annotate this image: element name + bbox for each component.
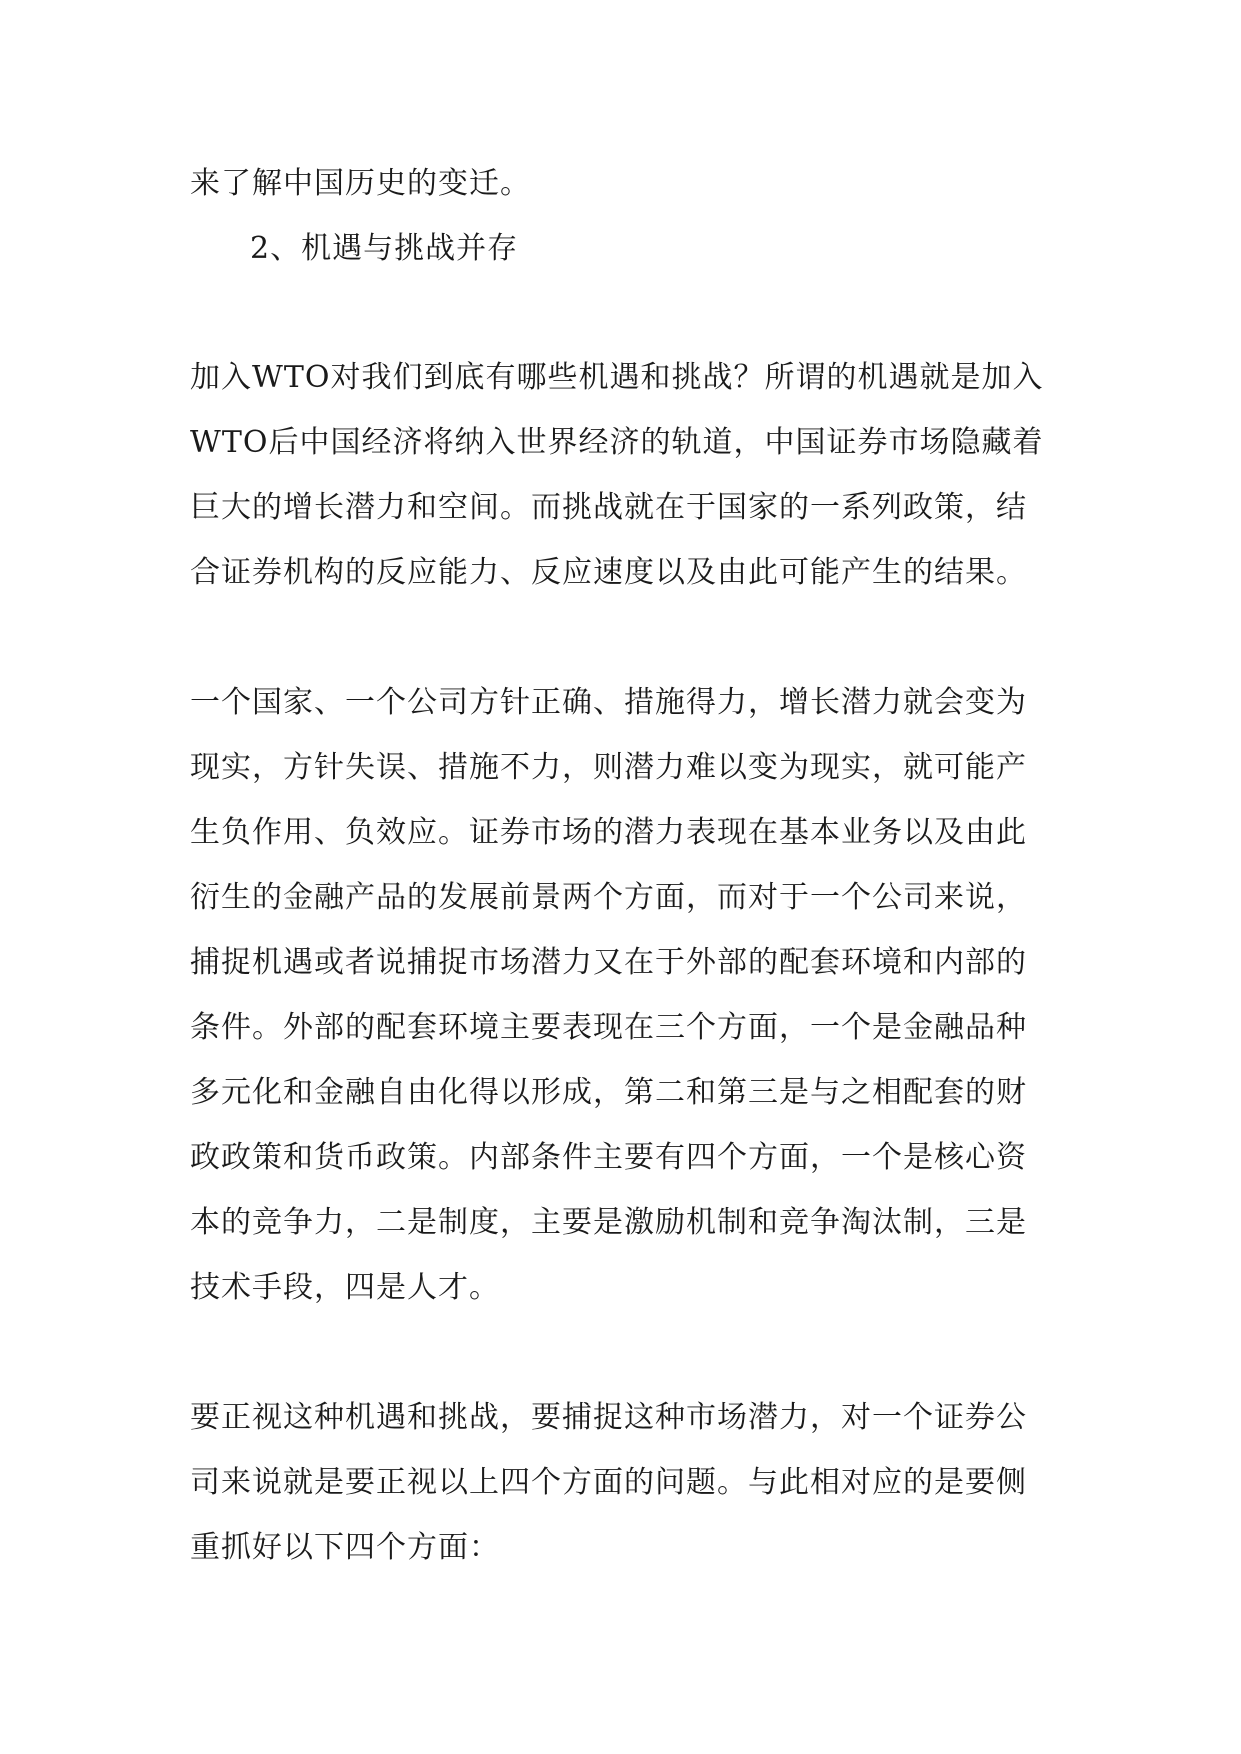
- paragraph-2-line: 本的竞争力，二是制度，主要是激励机制和竞争淘汰制，三是: [190, 1205, 1027, 1240]
- paragraph-2-line: 捕捉机遇或者说捕捉市场潜力又在于外部的配套环境和内部的: [190, 945, 1027, 980]
- paragraph-3-line: 司来说就是要正视以上四个方面的问题。与此相对应的是要侧: [190, 1465, 1027, 1500]
- paragraph-2-line: 衍生的金融产品的发展前景两个方面，而对于一个公司来说，: [190, 880, 1027, 915]
- intro-tail-line: 来了解中国历史的变迁。: [190, 166, 531, 201]
- paragraph-2-line: 生负作用、负效应。证券市场的潜力表现在基本业务以及由此: [190, 815, 1027, 850]
- paragraph-1-line: 合证券机构的反应能力、反应速度以及由此可能产生的结果。: [190, 555, 1027, 590]
- paragraph-2-line: 现实，方针失误、措施不力，则潜力难以变为现实，就可能产: [190, 750, 1027, 785]
- paragraph-1-line: 巨大的增长潜力和空间。而挑战就在于国家的一系列政策，结: [190, 490, 1027, 525]
- paragraph-3-line: 要正视这种机遇和挑战，要捕捉这种市场潜力，对一个证券公: [190, 1400, 1027, 1435]
- paragraph-2-line: 政政策和货币政策。内部条件主要有四个方面，一个是核心资: [190, 1140, 1027, 1175]
- paragraph-2-line: 一个国家、一个公司方针正确、措施得力，增长潜力就会变为: [190, 685, 1027, 720]
- paragraph-1-line: 加入WTO对我们到底有哪些机遇和挑战？所谓的机遇就是加入: [190, 360, 1044, 395]
- section-heading: 2、机遇与挑战并存: [250, 231, 519, 266]
- paragraph-1-line: WTO后中国经济将纳入世界经济的轨道，中国证券市场隐藏着: [190, 425, 1044, 460]
- paragraph-2-line: 多元化和金融自由化得以形成，第二和第三是与之相配套的财: [190, 1075, 1027, 1110]
- paragraph-2-line: 条件。外部的配套环境主要表现在三个方面，一个是金融品种: [190, 1010, 1027, 1045]
- paragraph-3-line: 重抓好以下四个方面：: [190, 1530, 500, 1565]
- paragraph-2-line: 技术手段，四是人才。: [190, 1270, 500, 1305]
